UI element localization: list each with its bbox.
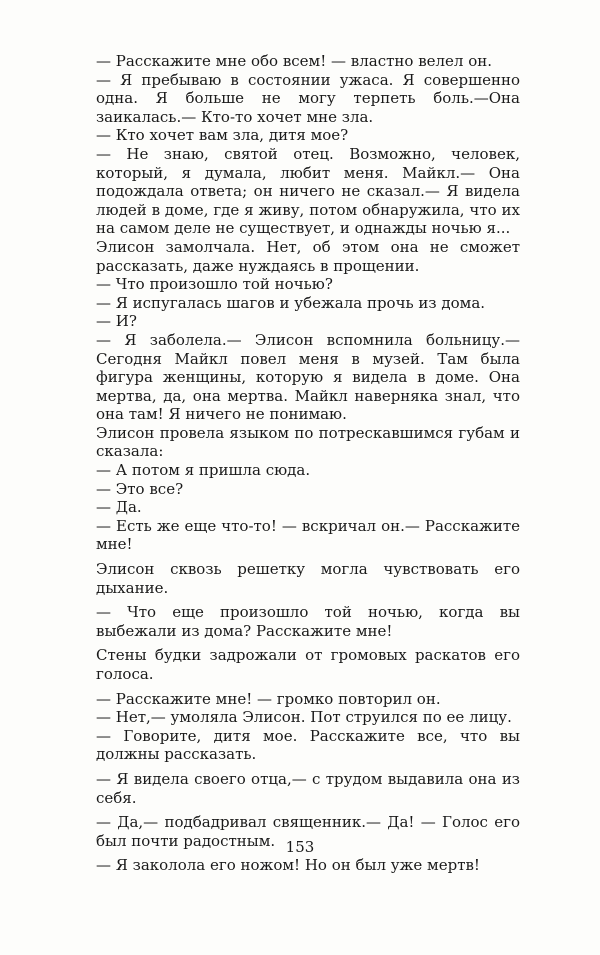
paragraph: Элисон сквозь решетку могла чувствовать его дыхание. <box>96 560 520 597</box>
paragraph: — А потом я пришла сюда. <box>96 461 311 480</box>
paragraph: — Расскажите мне! — громко повторил он. <box>96 689 441 708</box>
paragraph: — Что еще произошло той ночью, когда вы выбежали из дома? Расскажите мне! <box>96 603 520 640</box>
paragraph: — Я испугалась шагов и убежала прочь из дома. <box>96 293 486 312</box>
page-number: 153 <box>285 838 315 856</box>
paragraph: — Я пребываю в состоянии ужаса. Я совершенно одна. Я больше не могу терпеть боль.—Она заикалась.— Кто-то хочет мне зла. <box>96 70 520 126</box>
paragraph: — Говорите, дитя мое. Расскажите все, что вы должны рассказать. <box>96 726 520 764</box>
paragraph: — Да,— подбадривал священник.— Да! — Голос его был почти радостным. <box>96 813 520 850</box>
paragraph: — Я заболела.— Элисон вспомнила больницу.— Сегодня Майкл повел меня в музей. Там была фигура женщины, которую я видела в доме. Она мертва, да, она мертва. Майкл наверняка знал, что она там! Я ничего не понимаю. <box>96 330 520 424</box>
paragraph: — И? <box>96 312 137 331</box>
paragraph: — Я заколола его ножом! Но он был уже мертв! <box>96 856 480 875</box>
paragraph: — Расскажите мне обо всем! — властно велел он. <box>96 52 493 70</box>
paragraph: — Я видела своего отца,— с трудом выдавила она из себя. <box>96 769 520 807</box>
paragraph: Элисон замолчала. Нет, об этом она не сможет рассказать, даже нуждаясь в прощении. <box>96 237 520 275</box>
paragraph: Стены будки задрожали от громовых раскатов его голоса. <box>96 646 520 683</box>
paragraph: — Есть же еще что-то! — вскричал он.— Расскажите мне! <box>96 516 520 554</box>
paragraph: — Кто хочет вам зла, дитя мое? <box>96 126 349 145</box>
paragraph: — Нет,— умоляла Элисон. Пот струился по ее лицу. <box>96 708 512 727</box>
paragraph: — Да. <box>96 498 142 517</box>
paragraph: Элисон провела языком по потрескавшимся губам и сказала: <box>96 423 520 461</box>
paragraph: — Что произошло той ночью? <box>96 275 333 294</box>
paragraph: — Не знаю, святой отец. Возможно, человек, который, я думала, любит меня. Майкл.— Она подождала ответа; он ничего не сказал.— Я видела людей в доме, где я живу, потом обнаружила, что их на самом деле не существует, и однажды ночью я... <box>96 144 520 238</box>
body-text <box>96 52 520 875</box>
paragraph: — Это все? <box>96 479 184 498</box>
